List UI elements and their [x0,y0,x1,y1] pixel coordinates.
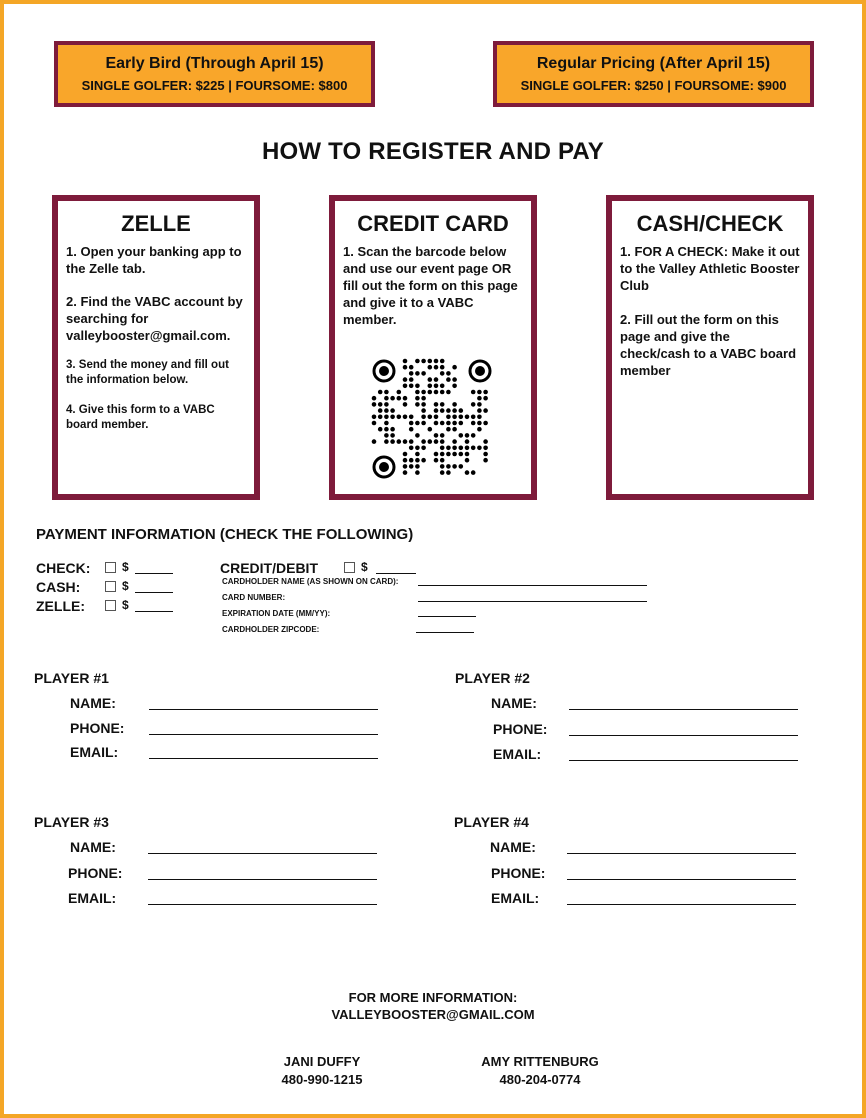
zipcode-label: CARDHOLDER ZIPCODE: [222,625,320,634]
check-dollar-sign: $ [122,560,129,574]
player-4-email-label: EMAIL: [491,890,540,906]
player-1-label: PLAYER #1 [34,670,109,686]
player-3-label: PLAYER #3 [34,814,109,830]
credit-card-step-1: 1. Scan the barcode below and use our event page OR fill out the form on this page and give it to a VABC member. [343,244,518,327]
player-3-email-field[interactable] [148,904,377,905]
player-4-name-label: NAME: [490,839,536,855]
zipcode-field[interactable] [416,632,474,633]
expiration-date-label: EXPIRATION DATE (MM/YY): [222,609,331,618]
player-4-label: PLAYER #4 [454,814,529,830]
zelle-amount-field[interactable] [135,611,173,612]
player-4-phone-field[interactable] [567,879,796,880]
regular-pricing-box [493,41,814,107]
player-3-phone-field[interactable] [148,879,377,880]
zelle-step-2 [66,293,246,344]
cash-check-step-2: 2. Fill out the form on this page and give the check/cash to a VABC board member [620,312,797,378]
page-heading: HOW TO REGISTER AND PAY [262,138,604,165]
zelle-account-email: valleybooster@gmail.com. [66,328,231,343]
player-3-email-label: EMAIL: [68,890,117,906]
qr-code-icon[interactable] [371,358,493,480]
early-bird-detail: SINGLE GOLFER: $225 | FOURSOME: $800 [81,78,348,93]
check-label: CHECK: [36,560,91,576]
payment-info-title: PAYMENT INFORMATION (CHECK THE FOLLOWING) [36,526,414,543]
cash-check-title: CASH/CHECK [636,211,784,236]
player-2-name-label: NAME: [491,695,537,711]
contact-amy-name: AMY RITTENBURG [481,1054,599,1069]
credit-debit-label: CREDIT/DEBIT [220,560,318,576]
cash-dollar-sign: $ [122,579,129,593]
cash-check-method-box [606,195,814,500]
cardholder-name-field[interactable] [418,585,647,586]
zelle-title: ZELLE [121,211,191,236]
credit-card-method-box [329,195,537,500]
player-2-phone-field[interactable] [569,735,798,736]
player-2-email-label: EMAIL: [493,746,542,762]
player-1-name-field[interactable] [149,709,378,710]
contact-amy-phone: 480-204-0774 [499,1072,581,1087]
cash-checkbox[interactable] [105,581,116,592]
zelle-checkbox[interactable] [105,600,116,611]
player-4-phone-label: PHONE: [491,865,546,881]
card-number-field[interactable] [418,601,647,602]
player-3-phone-label: PHONE: [68,865,123,881]
zelle-label: ZELLE: [36,598,85,614]
credit-debit-checkbox[interactable] [344,562,355,573]
player-2-label: PLAYER #2 [455,670,530,686]
check-checkbox[interactable] [105,562,116,573]
zelle-step-3: 3. Send the money and fill out the information below. [66,359,229,386]
zelle-step-1: 1. Open your banking app to the Zelle tab. [66,244,242,276]
cash-label: CASH: [36,579,81,595]
more-info-label: FOR MORE INFORMATION: [348,990,518,1005]
early-bird-pricing-box [54,41,375,107]
player-1-name-label: NAME: [70,695,116,711]
zelle-step-4: 4. Give this form to a VABC board member. [66,404,215,431]
card-number-label: CARD NUMBER: [222,593,286,602]
player-2-email-field[interactable] [569,760,798,761]
credit-amount-field[interactable] [376,573,416,574]
regular-pricing-title: Regular Pricing (After April 15) [536,55,771,72]
player-1-phone-label: PHONE: [70,720,125,736]
zelle-method-box [52,195,260,500]
player-2-name-field[interactable] [569,709,798,710]
player-3-name-field[interactable] [148,853,377,854]
player-3-name-label: NAME: [70,839,116,855]
early-bird-title: Early Bird (Through April 15) [105,55,324,72]
contact-email[interactable]: VALLEYBOOSTER@GMAIL.COM [331,1007,535,1022]
cash-amount-field[interactable] [135,592,173,593]
check-amount-field[interactable] [135,573,173,574]
zelle-dollar-sign: $ [122,598,129,612]
player-1-email-field[interactable] [149,758,378,759]
expiration-date-field[interactable] [418,616,476,617]
contact-jani-name: JANI DUFFY [283,1054,361,1069]
contact-amy [460,1053,620,1089]
credit-dollar-sign: $ [361,560,368,574]
contact-jani [244,1053,400,1089]
regular-pricing-detail: SINGLE GOLFER: $250 | FOURSOME: $900 [520,78,787,93]
player-1-email-label: EMAIL: [70,744,119,760]
player-1-phone-field[interactable] [149,734,378,735]
credit-card-title: CREDIT CARD [357,211,509,236]
player-2-phone-label: PHONE: [493,721,548,737]
zelle-step-2-text: 2. Find the VABC account by searching for [66,294,243,326]
cardholder-name-label: CARDHOLDER NAME (AS SHOWN ON CARD): [222,577,399,586]
player-4-name-field[interactable] [567,853,796,854]
cash-check-step-1: 1. FOR A CHECK: Make it out to the Valley Athletic Booster Club [620,244,800,293]
contact-jani-phone: 480-990-1215 [281,1072,363,1087]
player-4-email-field[interactable] [567,904,796,905]
